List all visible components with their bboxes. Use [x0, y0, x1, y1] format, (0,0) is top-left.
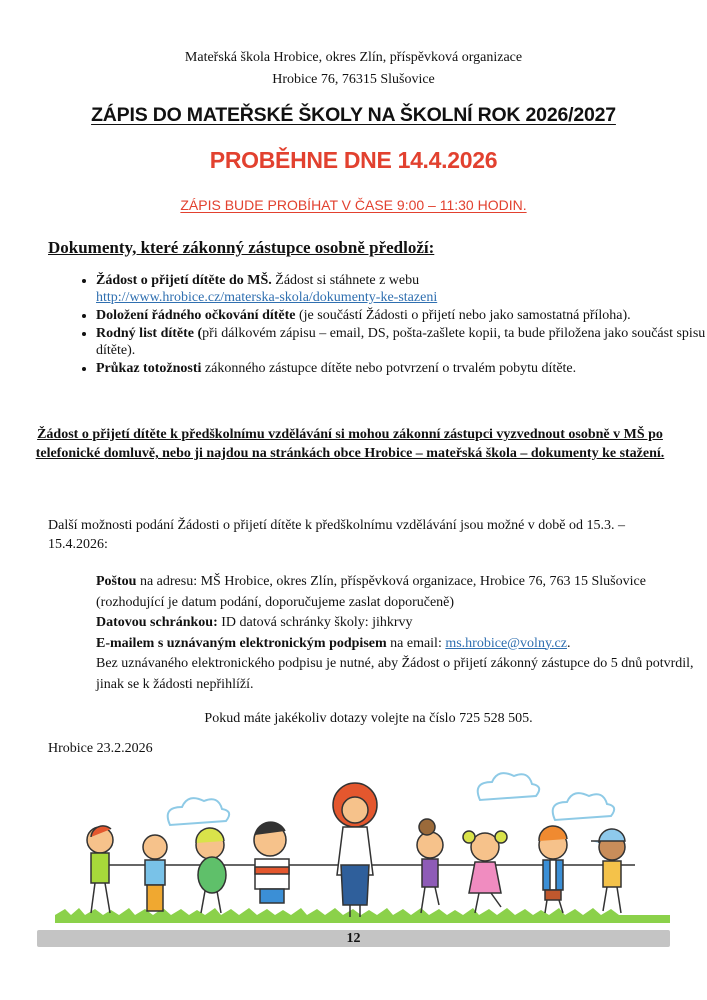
child — [463, 831, 507, 913]
children-illustration — [55, 765, 670, 930]
page-title — [0, 104, 707, 127]
submission-options — [96, 572, 696, 695]
option-post — [96, 572, 696, 613]
cloud-icon — [553, 793, 614, 820]
cloud-icon — [168, 798, 229, 825]
option-email-text: na email: — [386, 635, 446, 651]
school-name: Mateřská škola Hrobice, okres Zlín, příspěvková organizace — [184, 50, 523, 65]
item-text: při dálkovém zápisu – email, DS, pošta-zašlete kopii, ta bude přiložena jako součást spisu dítěte). — [96, 326, 706, 358]
list-item — [96, 307, 707, 324]
item-bold: Průkaz totožnosti — [96, 361, 202, 376]
page-number: 12 — [346, 931, 361, 946]
item-bold: Rodný list dítěte ( — [96, 326, 203, 341]
documents-list — [56, 272, 707, 378]
list-item — [96, 272, 707, 306]
option-datebox-text: ID datová schránky školy: jihkrvy — [217, 615, 413, 630]
item-text: zákonného zástupce dítěte nebo potvrzení o trvalém pobytu dítěte. — [201, 361, 577, 376]
child — [196, 828, 226, 913]
option-email — [96, 634, 696, 655]
child — [143, 835, 167, 911]
child — [591, 829, 625, 913]
item-text: (je součástí Žádosti o přijetí nebo jako samostatná příloha). — [295, 308, 631, 323]
download-link[interactable]: http://www.hrobice.cz/materska-skola/dokumenty-ke-stazeni — [96, 290, 438, 305]
item-text: Žádost si stáhnete z webu — [271, 273, 420, 288]
option-datebox-label: Datovou schránkou: — [96, 615, 218, 630]
pickup-note-text: Žádost o přijetí dítěte k předškolnímu vzdělávání si mohou zákonní zástupci vyzvednout osobně v MŠ po telefonické domluvě, nebo ji najdou na stránkách obce Hrobice – mateřská škola – dokumenty ke stažení. — [35, 427, 665, 461]
item-bold: Doložení řádného očkování dítěte — [96, 308, 296, 323]
teacher — [333, 783, 377, 917]
child — [539, 826, 567, 913]
option-post-label: Poštou — [96, 574, 137, 589]
list-item — [96, 360, 707, 377]
item-bold: Žádost o přijetí dítěte do MŠ. — [96, 273, 272, 288]
option-datebox — [96, 613, 696, 634]
enrollment-time-text: ZÁPIS BUDE PROBÍHAT V ČASE 9:00 – 11:30 HODIN. — [180, 197, 527, 213]
list-item — [96, 325, 707, 359]
other-options-intro: Další možnosti podání Žádosti o přijetí dítěte k předškolnímu vzdělávání jsou možné v době od 15.3. – 15.4.2026: — [48, 518, 626, 552]
school-address: Hrobice 76, 76315 Slušovice — [272, 72, 435, 87]
page-footer — [37, 930, 670, 947]
child — [87, 826, 113, 913]
option-email-end: . — [566, 635, 571, 651]
enrollment-time — [0, 197, 707, 213]
option-post-text: na adresu: MŠ Hrobice, okres Zlín, příspěvková organizace, Hrobice 76, 763 15 Slušovice (rozhodující je datum podání, doporučujeme zaslat doporučeně) — [96, 574, 646, 610]
documents-heading: Dokumenty, které zákonný zástupce osobně předloží: — [48, 238, 435, 257]
email-link[interactable]: ms.hrobice@volny.cz — [445, 635, 567, 651]
option-email-note: Bez uznávaného elektronického podpisu je nutné, aby Žádost o přijetí zákonný zástupce do 5 dnů potvrdil, jinak se k žádosti nepřihlíží. — [96, 656, 694, 692]
enrollment-date: PROBĚHNE DNE 14.4.2026 — [209, 147, 498, 173]
child — [254, 822, 289, 903]
child — [417, 819, 443, 913]
place-date: Hrobice 23.2.2026 — [48, 741, 153, 756]
cloud-icon — [478, 773, 539, 800]
page-title-text: ZÁPIS DO MATEŘSKÉ ŠKOLY NA ŠKOLNÍ ROK 2026/2027 — [91, 104, 616, 126]
phone-contact: Pokud máte jakékoliv dotazy volejte na číslo 725 528 505. — [204, 711, 533, 726]
option-email-label: E-mailem s uznávaným elektronickým podpisem — [96, 635, 387, 651]
pickup-note — [30, 425, 670, 463]
